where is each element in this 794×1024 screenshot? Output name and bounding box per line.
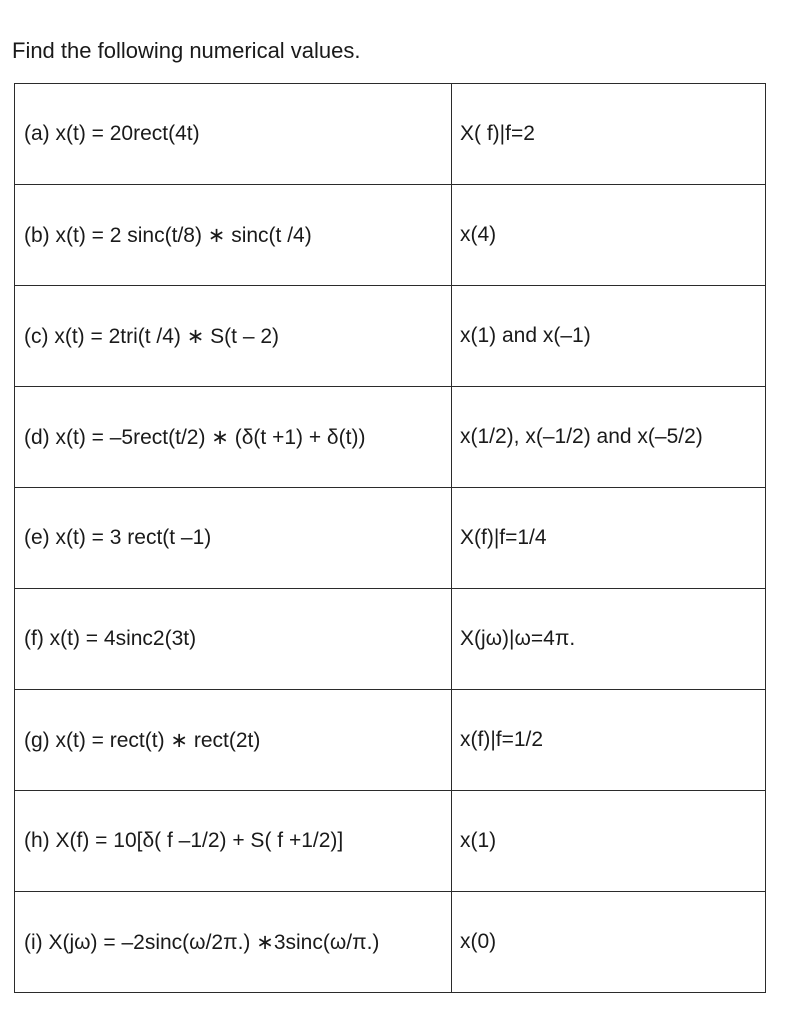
find-cell: x(1)	[452, 791, 766, 892]
table-row	[15, 791, 766, 892]
find-cell: X( f)|f=2	[452, 84, 766, 185]
expression-cell: (d) x(t) = –5rect(t/2) ∗ (δ(t +1) + δ(t))	[15, 387, 452, 488]
table-row	[15, 892, 766, 993]
problems-table	[14, 83, 766, 993]
find-cell: X(jω)|ω=4π.	[452, 589, 766, 690]
table-row	[15, 84, 766, 185]
expression-cell: (c) x(t) = 2tri(t /4) ∗ S(t – 2)	[15, 286, 452, 387]
expression-cell: (g) x(t) = rect(t) ∗ rect(2t)	[15, 690, 452, 791]
table-row	[15, 589, 766, 690]
page-heading: Find the following numerical values.	[12, 38, 361, 63]
expression-cell: (a) x(t) = 20rect(4t)	[15, 84, 452, 185]
expression-cell: (e) x(t) = 3 rect(t –1)	[15, 488, 452, 589]
expression-cell: (b) x(t) = 2 sinc(t/8) ∗ sinc(t /4)	[15, 185, 452, 286]
table-row	[15, 690, 766, 791]
table-row	[15, 286, 766, 387]
find-cell: x(4)	[452, 185, 766, 286]
expression-cell: (f) x(t) = 4sinc2(3t)	[15, 589, 452, 690]
find-cell: X(f)|f=1/4	[452, 488, 766, 589]
expression-cell: (h) X(f) = 10[δ( f –1/2) + S( f +1/2)]	[15, 791, 452, 892]
find-cell: x(1) and x(–1)	[452, 286, 766, 387]
find-cell: x(0)	[452, 892, 766, 993]
table-row	[15, 185, 766, 286]
table-row	[15, 387, 766, 488]
expression-cell: (i) X(jω) = –2sinc(ω/2π.) ∗3sinc(ω/π.)	[15, 892, 452, 993]
find-cell: x(f)|f=1/2	[452, 690, 766, 791]
find-cell: x(1/2), x(–1/2) and x(–5/2)	[452, 387, 766, 488]
table-row	[15, 488, 766, 589]
